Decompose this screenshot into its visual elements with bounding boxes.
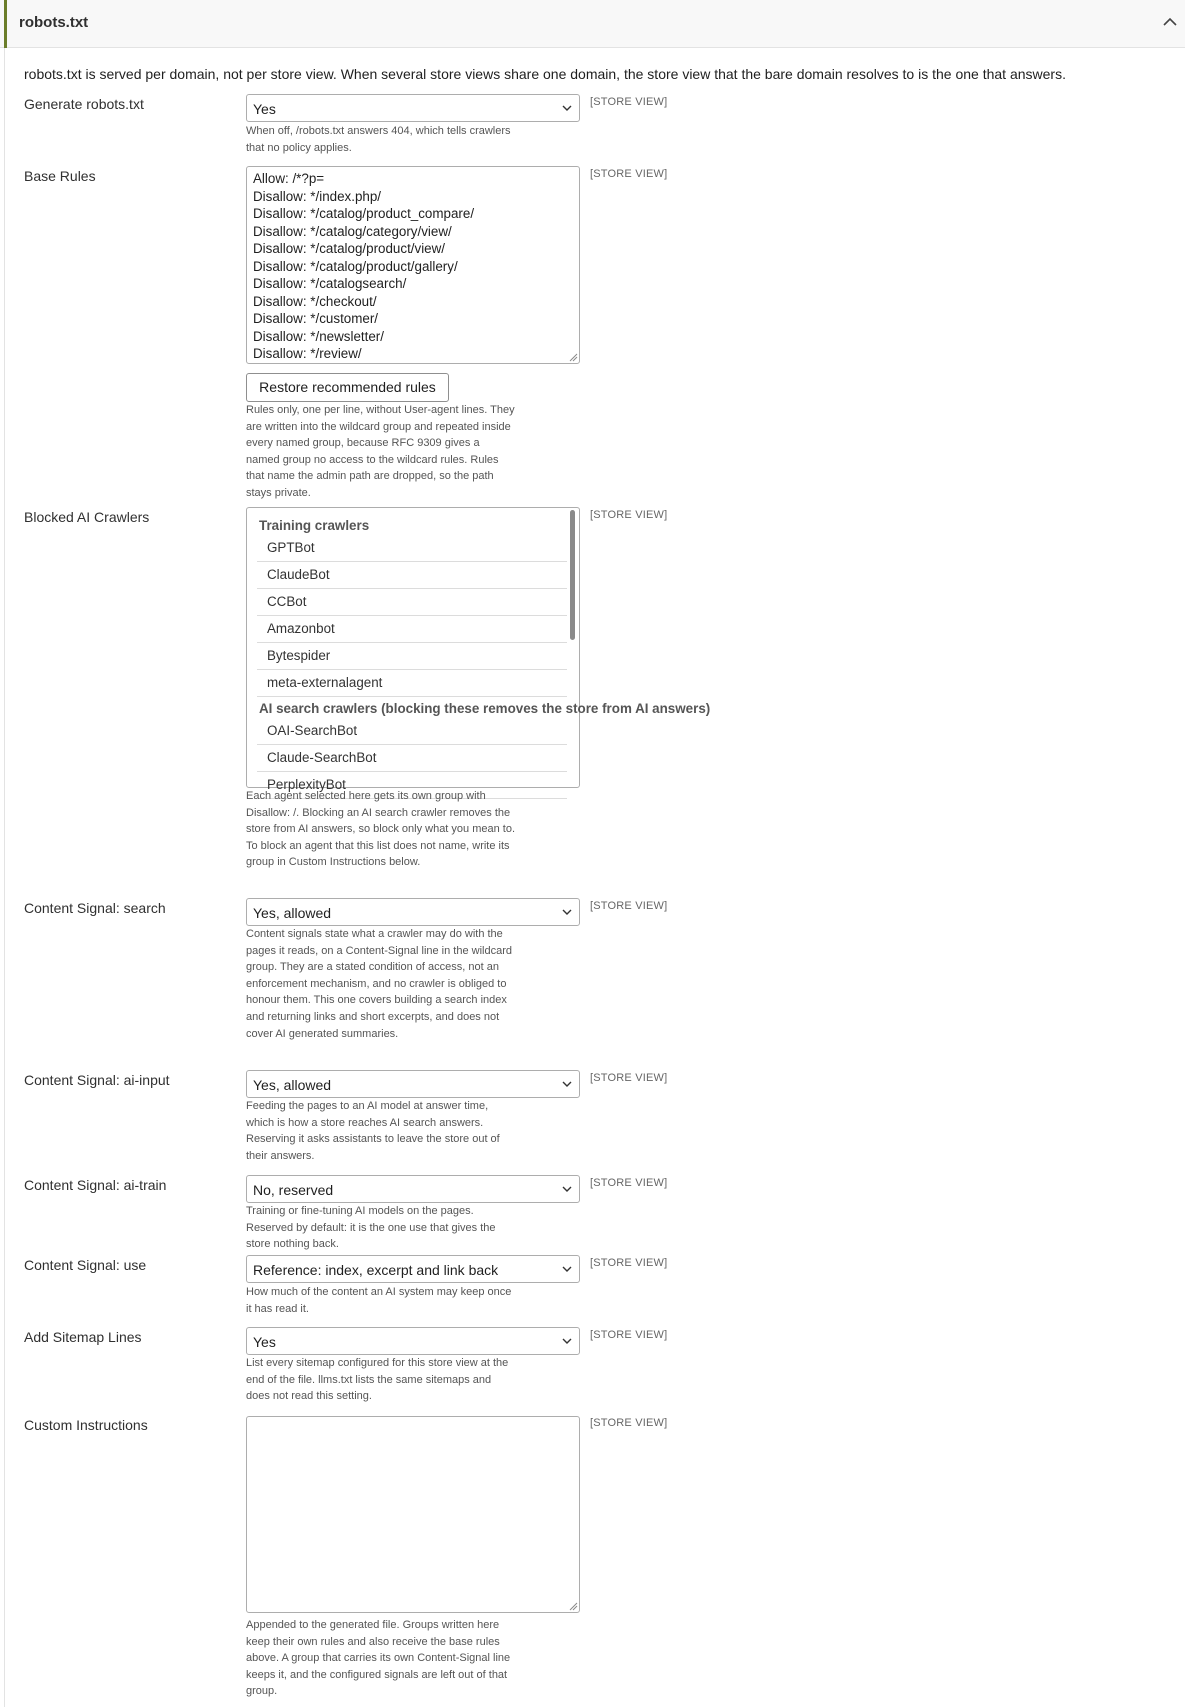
crawler-option[interactable]: meta-externalagent <box>257 671 567 697</box>
signal-ai-train-value: No, reserved <box>253 1182 334 1198</box>
resize-grip-icon[interactable] <box>568 1601 578 1611</box>
rule-line: Disallow: */catalog/category/view/ <box>253 223 452 239</box>
signal-ai-input-select[interactable] <box>246 1070 580 1098</box>
generate-select[interactable] <box>246 94 580 122</box>
signal-search-scope-label: [STORE VIEW] <box>590 900 668 912</box>
rule-line: Disallow: */checkout/ <box>253 293 377 309</box>
rule-line: Disallow: */catalogsearch/ <box>253 276 407 291</box>
signal-use-note: How much of the content an AI system may keep once it has read it. <box>246 1286 512 1315</box>
sitemap-note: List every sitemap configured for this store view at the end of the file. llms.txt lists the same sitemaps and does not read this setting. <box>246 1357 509 1403</box>
section-header[interactable] <box>0 0 1185 48</box>
custom-instructions-scope-label: [STORE VIEW] <box>590 1417 668 1429</box>
section-accent-bar <box>4 0 7 48</box>
signal-ai-train-scope-label: [STORE VIEW] <box>590 1177 668 1189</box>
generate-scope-label: [STORE VIEW] <box>590 96 668 108</box>
rule-line: Disallow: */review/ <box>253 346 362 361</box>
custom-instructions-note: Appended to the generated file. Groups written here keep their own rules and also receive the base rules above. A group that carries its own Content-Signal line keeps it, and the configured signals are left out of that group. <box>246 1619 511 1698</box>
sitemap-scope-label: [STORE VIEW] <box>590 1329 668 1341</box>
crawler-option[interactable]: ClaudeBot <box>257 563 567 589</box>
sitemap-select-value: Yes <box>253 1334 276 1350</box>
optgroup-label: AI search crawlers (blocking these removes the store from AI answers) <box>259 701 711 716</box>
chevron-down-icon <box>562 104 572 112</box>
chevron-down-icon <box>562 908 572 916</box>
chevron-down-icon <box>562 1185 572 1193</box>
signal-use-value: Reference: index, excerpt and link back <box>253 1262 499 1278</box>
signal-search-note: Content signals state what a crawler may do with the pages it reads, on a Content-Signal line in the wildcard group. They are a stated condition of access, not an enforcement mechanism, and no crawler is obliged to honour them. This one covers building a search index and returning links and short excerpts, and does not cover AI generated summaries. <box>246 928 512 1040</box>
listbox-scrollbar[interactable] <box>570 510 575 640</box>
crawler-option[interactable]: GPTBot <box>257 536 567 562</box>
signal-ai-train-note: Training or fine-tuning AI models on the pages. Reserved by default: it is the one use that gives the store nothing back. <box>246 1205 496 1251</box>
base-rules-textarea[interactable] <box>246 166 580 364</box>
signal-ai-input-value: Yes, allowed <box>253 1077 332 1093</box>
intro-text: robots.txt is served per domain, not per store view. When several store views share one domain, the store view that the bare domain resolves to is the one that answers. <box>24 66 1066 82</box>
rule-line: Disallow: */customer/ <box>253 311 379 326</box>
custom-instructions-label: Custom Instructions <box>24 1417 148 1433</box>
sitemap-select[interactable] <box>246 1327 580 1355</box>
signal-use-label: Content Signal: use <box>24 1257 147 1273</box>
generate-note: When off, /robots.txt answers 404, which tells crawlers that no policy applies. <box>246 125 511 154</box>
resize-grip-icon[interactable] <box>568 352 578 362</box>
rule-line: Disallow: */catalog/product_compare/ <box>253 206 475 221</box>
base-rules-label: Base Rules <box>24 168 96 184</box>
signal-ai-input-note: Feeding the pages to an AI model at answer time, which is how a store reaches AI search answers. Reserving it asks assistants to leave the store out of their answers. <box>246 1100 500 1162</box>
restore-rules-button[interactable]: Restore recommended rules <box>246 373 449 402</box>
blocked-crawlers-label: Blocked AI Crawlers <box>24 509 150 525</box>
chevron-down-icon <box>562 1080 572 1088</box>
signal-use-scope-label: [STORE VIEW] <box>590 1257 668 1269</box>
base-rules-note: Rules only, one per line, without User-agent lines. They are written into the wildcard group and repeated inside every named group, because RFC 9309 gives a named group no access to the wildcard rules. Rules that name the admin path are dropped, so the path stays private. <box>246 404 515 499</box>
chevron-down-icon <box>562 1337 572 1345</box>
signal-ai-train-label: Content Signal: ai-train <box>24 1177 167 1193</box>
custom-instructions-textarea[interactable] <box>246 1416 580 1613</box>
rule-line: Allow: /*?p= <box>253 171 325 186</box>
signal-ai-input-label: Content Signal: ai-input <box>24 1072 170 1088</box>
signal-ai-train-select[interactable] <box>246 1175 580 1203</box>
crawler-option[interactable]: PerplexityBot <box>257 773 567 799</box>
blocked-crawlers-scope-label: [STORE VIEW] <box>590 509 668 521</box>
chevron-down-icon <box>562 1265 572 1273</box>
rule-line: Disallow: */catalog/product/view/ <box>253 241 446 256</box>
rule-line: Disallow: */catalog/product/gallery/ <box>253 258 458 274</box>
generate-select-value: Yes <box>253 101 276 117</box>
signal-search-value: Yes, allowed <box>253 905 332 921</box>
crawler-option[interactable]: Claude-SearchBot <box>257 746 567 772</box>
base-rules-scope-label: [STORE VIEW] <box>590 168 668 180</box>
section-left-border <box>4 48 5 1707</box>
generate-label: Generate robots.txt <box>24 96 144 112</box>
crawler-option[interactable]: Amazonbot <box>257 617 567 643</box>
sitemap-label: Add Sitemap Lines <box>24 1329 142 1345</box>
rule-line: Disallow: */newsletter/ <box>253 328 384 344</box>
signal-ai-input-scope-label: [STORE VIEW] <box>590 1072 668 1084</box>
signal-search-label: Content Signal: search <box>24 900 166 916</box>
signal-search-select[interactable] <box>246 898 580 926</box>
crawler-option[interactable]: Bytespider <box>257 644 567 670</box>
chevron-up-icon[interactable] <box>1161 13 1179 31</box>
blocked-crawlers-note: Each agent selected here gets its own group with Disallow: /. Blocking an AI search crawler removes the store from AI answers, so block only what you mean to. To block an agent that this list does not name, write its group in Custom Instructions below. <box>246 790 516 869</box>
optgroup-label: Training crawlers <box>259 518 370 533</box>
signal-use-select[interactable] <box>246 1255 580 1283</box>
crawler-option[interactable]: CCBot <box>257 590 567 616</box>
section-title: robots.txt <box>19 14 89 31</box>
crawler-option[interactable]: OAI-SearchBot <box>257 719 567 745</box>
rule-line: Disallow: */index.php/ <box>253 188 382 204</box>
